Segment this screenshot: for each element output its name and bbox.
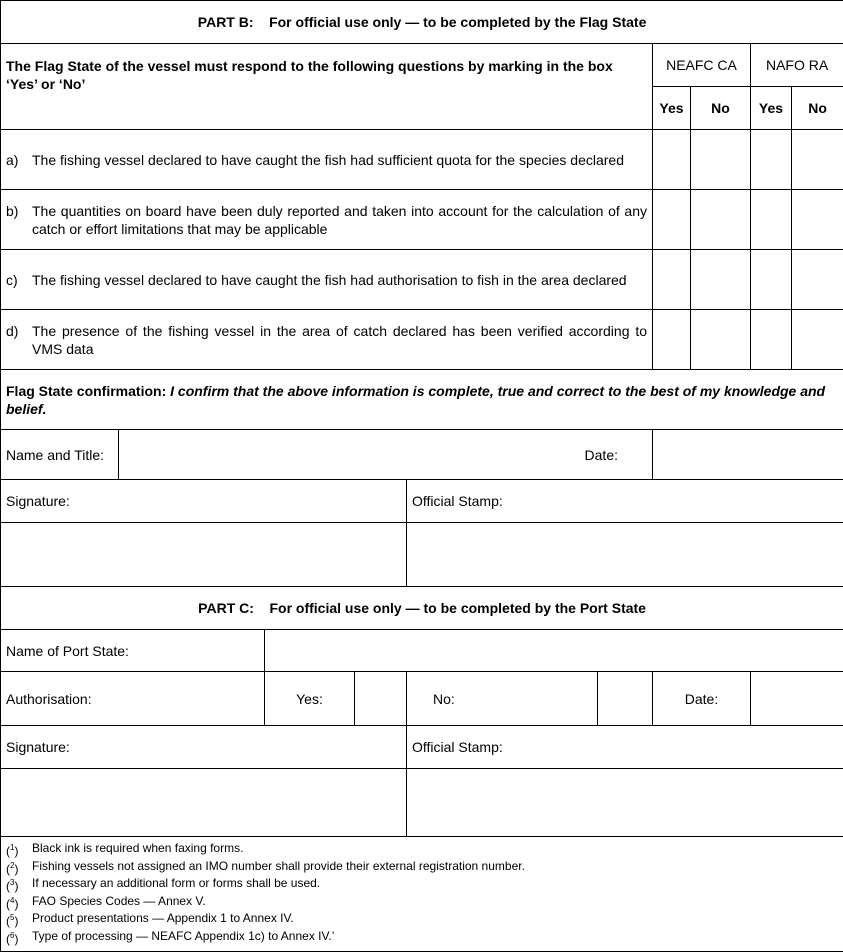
nafo-yes-header: Yes — [751, 87, 792, 130]
flag-date-field[interactable] — [653, 430, 843, 480]
neafc-no-header: No — [691, 87, 751, 130]
neafc-no-box-a[interactable] — [691, 130, 751, 190]
port-state-label: Name of Port State: — [1, 630, 265, 672]
nafo-no-box-a[interactable] — [792, 130, 843, 190]
footnote-text: Black ink is required when faxing forms. — [32, 841, 243, 859]
authorisation-label: Authorisation: — [1, 672, 265, 726]
flag-name-title-field[interactable] — [119, 430, 653, 480]
question-d — [1, 310, 653, 370]
footnote: ($^4$) FAO Species Codes — Annex V. — [6, 894, 838, 912]
question-text: The fishing vessel declared to have caught the fish had sufficient quota for the species declared — [32, 151, 647, 169]
footnotes — [1, 837, 843, 952]
nafo-yes-box-b[interactable] — [751, 190, 792, 250]
confirmation-label: Flag State confirmation: — [6, 383, 166, 399]
neafc-no-box-c[interactable] — [691, 250, 751, 310]
part-b-header-row — [1, 1, 843, 44]
question-a — [1, 130, 653, 190]
part-b-instruction: The Flag State of the vessel must respond to the following questions by marking in the box ‘Yes’ or ‘No’ — [1, 44, 653, 130]
neafc-no-box-b[interactable] — [691, 190, 751, 250]
port-state-row — [1, 630, 843, 672]
port-signature-label: Signature: — [1, 726, 407, 769]
flag-signature-field-row — [1, 523, 843, 587]
question-row-d — [1, 310, 843, 370]
confirmation-row — [1, 370, 843, 430]
port-signature-field[interactable] — [1, 769, 407, 837]
footnote: ($^6$) Type of processing — NEAFC Appendix 1c) to Annex IV.’ — [6, 929, 838, 947]
neafc-yes-box-c[interactable] — [653, 250, 691, 310]
nafo-yes-box-a[interactable] — [751, 130, 792, 190]
auth-yes-label: Yes: — [265, 672, 355, 726]
part-c-title-text: For official use only — to be completed by the Port State — [269, 600, 646, 616]
col-header-nafo: NAFO RA — [751, 44, 843, 87]
question-letter: b) — [6, 202, 32, 220]
official-stamp-label: Official Stamp: — [407, 480, 843, 523]
footnote-text: Type of processing — NEAFC Appendix 1c) to Annex IV.’ — [32, 929, 334, 947]
part-c-header-row — [1, 587, 843, 630]
question-row-b — [1, 190, 843, 250]
question-letter: a) — [6, 151, 32, 169]
footnote-text: If necessary an additional form or forms shall be used. — [32, 876, 320, 894]
question-c — [1, 250, 653, 310]
port-signature-field-row — [1, 769, 843, 837]
signature-label: Signature: — [1, 480, 407, 523]
auth-date-field[interactable] — [751, 672, 843, 726]
nafo-yes-box-d[interactable] — [751, 310, 792, 370]
footnote-text: Product presentations — Appendix 1 to Annex IV. — [32, 911, 294, 929]
flag-official-stamp-field[interactable] — [407, 523, 843, 587]
port-state-field[interactable] — [265, 630, 843, 672]
col-header-neafc: NEAFC CA — [653, 44, 751, 87]
part-b-column-header-row — [1, 44, 843, 87]
port-official-stamp-label: Official Stamp: — [407, 726, 843, 769]
port-official-stamp-field[interactable] — [407, 769, 843, 837]
authorisation-row — [1, 672, 843, 726]
flag-signature-label-row — [1, 480, 843, 523]
name-title-row — [1, 430, 843, 480]
auth-no-box[interactable] — [598, 672, 653, 726]
footnote: ($^5$) Product presentations — Appendix 1 to Annex IV. — [6, 911, 838, 929]
question-letter: d) — [6, 322, 32, 340]
footnote: ($^1$) Black ink is required when faxing forms. — [6, 841, 838, 859]
port-signature-label-row — [1, 726, 843, 769]
part-b-title-text: For official use only — to be completed by the Flag State — [269, 14, 646, 30]
question-row-a — [1, 130, 843, 190]
footnote-text: FAO Species Codes — Annex V. — [32, 894, 206, 912]
question-text: The fishing vessel declared to have caught the fish had authorisation to fish in the area declared — [32, 271, 647, 289]
nafo-no-box-b[interactable] — [792, 190, 843, 250]
flag-signature-field[interactable] — [1, 523, 407, 587]
flag-state-confirmation — [1, 370, 843, 430]
question-row-c — [1, 250, 843, 310]
footnote: ($^2$) Fishing vessels not assigned an IMO number shall provide their external registration number. — [6, 859, 838, 877]
footnotes-row — [1, 837, 843, 952]
question-text: The quantities on board have been duly reported and taken into account for the calculation of any catch or effort limitations that may be applicable — [32, 202, 647, 238]
date-label: Date: — [585, 447, 618, 463]
nafo-no-header: No — [792, 87, 843, 130]
auth-no-label: No: — [407, 672, 598, 726]
neafc-yes-box-d[interactable] — [653, 310, 691, 370]
part-b-title-label: PART B: — [198, 14, 254, 30]
neafc-yes-box-b[interactable] — [653, 190, 691, 250]
footnote-text: Fishing vessels not assigned an IMO number shall provide their external registration number. — [32, 859, 525, 877]
nafo-no-box-d[interactable] — [792, 310, 843, 370]
auth-date-label: Date: — [653, 672, 751, 726]
nafo-yes-box-c[interactable] — [751, 250, 792, 310]
part-c-title-label: PART C: — [198, 600, 254, 616]
footnote: ($^3$) If necessary an additional form or forms shall be used. — [6, 876, 838, 894]
confirmation-text: I confirm that the above information is complete, true and correct to the best of my knowledge and belief. — [6, 383, 825, 417]
question-text: The presence of the fishing vessel in the area of catch declared has been verified according to VMS data — [32, 322, 647, 358]
question-letter: c) — [6, 271, 32, 289]
part-b-title — [1, 1, 843, 44]
neafc-yes-box-a[interactable] — [653, 130, 691, 190]
name-title-label: Name and Title: — [1, 430, 119, 480]
question-b — [1, 190, 653, 250]
neafc-yes-header: Yes — [653, 87, 691, 130]
part-c-title — [1, 587, 843, 630]
nafo-no-box-c[interactable] — [792, 250, 843, 310]
neafc-no-box-d[interactable] — [691, 310, 751, 370]
auth-yes-box[interactable] — [355, 672, 407, 726]
